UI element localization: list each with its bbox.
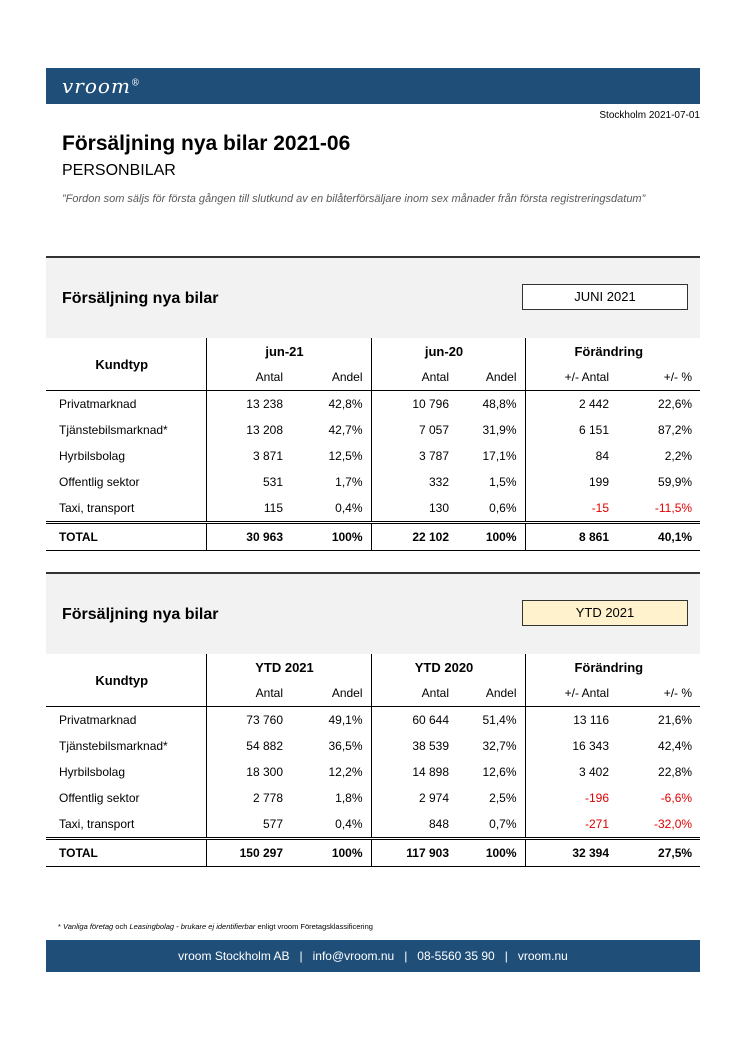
ytd-header-row	[46, 654, 700, 680]
cell: 100%	[291, 839, 371, 867]
row-label: Taxi, transport	[46, 495, 206, 523]
cell: 2,2%	[664, 449, 693, 463]
row-label: Tjänstebilsmarknad*	[46, 417, 206, 443]
cell: 40,1%	[617, 523, 700, 551]
cell-negative: -32,0%	[654, 817, 693, 831]
cell: 13 116	[525, 707, 617, 734]
col-kundtyp: Kundtyp	[46, 654, 206, 707]
total-label: TOTAL	[46, 839, 206, 867]
cell: 1,7%	[291, 469, 371, 495]
cell: 2 974	[418, 791, 450, 805]
ytd-period-box: YTD 2021	[522, 600, 688, 626]
cell: 18 300	[246, 765, 283, 779]
cell: 32,7%	[457, 733, 525, 759]
cell: 36,5%	[291, 733, 371, 759]
table-row	[46, 759, 700, 785]
ytd-section-title: Försäljning nya bilar	[62, 606, 219, 623]
cell: 14 898	[412, 765, 450, 779]
table-row	[46, 391, 700, 418]
cell: 49,1%	[291, 707, 371, 734]
cell: 22,8%	[658, 765, 693, 779]
cell: 2,5%	[457, 785, 525, 811]
cell: 12,2%	[291, 759, 371, 785]
sub-antal: Antal	[421, 686, 450, 700]
sub-change-antal: +/- Antal	[564, 686, 610, 700]
total-row	[46, 523, 700, 551]
cell-negative: -11,5%	[654, 501, 693, 515]
ytd-section	[46, 572, 700, 867]
cell: 332	[428, 475, 450, 489]
cell: 60 644	[371, 707, 457, 734]
cell: 73 760	[206, 707, 291, 734]
col-group-change: Förändring	[574, 659, 644, 675]
sub-andel: Andel	[457, 680, 525, 707]
row-label: Offentlig sektor	[46, 785, 206, 811]
sub-antal: Antal	[255, 686, 283, 700]
sub-andel: Andel	[291, 364, 371, 391]
row-label: Offentlig sektor	[46, 469, 206, 495]
ytd-section-header	[46, 572, 700, 654]
sub-change-pct: +/- %	[663, 686, 693, 700]
month-table	[46, 338, 700, 551]
table-row	[46, 733, 700, 759]
table-row	[46, 417, 700, 443]
table-row	[46, 469, 700, 495]
cell: 100%	[457, 839, 525, 867]
cell-negative: -6,6%	[660, 791, 693, 805]
cell: 42,8%	[291, 391, 371, 418]
cell: 30 963	[206, 523, 291, 551]
sub-andel: Andel	[457, 364, 525, 391]
cell: 32 394	[525, 839, 617, 867]
cell: 531	[262, 475, 283, 489]
table-row	[46, 495, 700, 523]
cell: 100%	[291, 523, 371, 551]
row-label: Taxi, transport	[46, 811, 206, 839]
cell: 2 442	[525, 391, 617, 418]
table-row	[46, 443, 700, 469]
cell: 13 238	[206, 391, 291, 418]
table-row	[46, 707, 700, 734]
cell: 38 539	[412, 739, 450, 753]
cell: 10 796	[371, 391, 457, 418]
col-group-previous: YTD 2020	[371, 654, 525, 680]
footer-bar	[46, 940, 700, 972]
col-group-change: Förändring	[574, 343, 644, 359]
cell: 27,5%	[617, 839, 700, 867]
cell: 42,7%	[291, 417, 371, 443]
cell: 59,9%	[658, 475, 693, 489]
cell: 115	[263, 501, 283, 515]
cell: 0,4%	[291, 811, 371, 839]
cell: 87,2%	[658, 423, 693, 437]
vroom-logo: vroom®	[62, 74, 141, 98]
cell: 22 102	[371, 523, 457, 551]
sub-change-pct: +/- %	[663, 370, 693, 384]
cell: 7 057	[418, 423, 450, 437]
cell: 42,4%	[658, 739, 693, 753]
cell: 130	[428, 501, 450, 515]
cell: 51,4%	[457, 707, 525, 734]
col-group-previous: jun-20	[371, 338, 525, 364]
sub-change-antal: +/- Antal	[564, 370, 610, 384]
footnote: * Vanliga företag och Leasingbolag - brukare ej identifierbar enligt vroom Företagsklassificering	[58, 922, 373, 931]
cell: 0,4%	[291, 495, 371, 523]
sub-antal: Antal	[255, 370, 283, 384]
col-group-current: YTD 2021	[206, 654, 371, 680]
month-period-box: JUNI 2021	[522, 284, 688, 310]
report-date: Stockholm 2021-07-01	[599, 110, 700, 121]
cell: 8 861	[525, 523, 617, 551]
cell: 100%	[457, 523, 525, 551]
cell-negative: -196	[585, 791, 610, 805]
cell: 848	[428, 817, 450, 831]
page-subtitle: PERSONBILAR	[62, 162, 176, 179]
cell: 13 208	[246, 423, 283, 437]
row-label: Tjänstebilsmarknad*	[46, 733, 206, 759]
cell: 1,8%	[291, 785, 371, 811]
row-label: Hyrbilsbolag	[46, 443, 206, 469]
total-row	[46, 839, 700, 867]
cell: 117 903	[371, 839, 457, 867]
sub-andel: Andel	[291, 680, 371, 707]
definition-quote: ”Fordon som säljs för första gången till slutkund av en bilåterförsäljare inom sex månader från första registreringsdatum”	[62, 193, 646, 205]
cell: 3 402	[579, 765, 610, 779]
sub-antal: Antal	[421, 370, 450, 384]
row-label: Privatmarknad	[46, 391, 206, 418]
col-kundtyp: Kundtyp	[46, 338, 206, 391]
month-header-row	[46, 338, 700, 364]
cell: 12,5%	[291, 443, 371, 469]
month-section-header	[46, 256, 700, 338]
cell: 3 871	[252, 449, 283, 463]
cell: 0,7%	[457, 811, 525, 839]
cell: 17,1%	[457, 443, 525, 469]
cell: 0,6%	[457, 495, 525, 523]
cell: 6 151	[579, 423, 610, 437]
cell: 3 787	[418, 449, 450, 463]
row-label: Hyrbilsbolag	[46, 759, 206, 785]
cell: 54 882	[246, 739, 283, 753]
cell-negative: -15	[591, 501, 610, 515]
row-label: Privatmarknad	[46, 707, 206, 734]
cell: 577	[262, 817, 283, 831]
cell: 199	[589, 475, 610, 489]
ytd-table	[46, 654, 700, 867]
table-row	[46, 811, 700, 839]
month-section	[46, 256, 700, 551]
cell-negative: -271	[585, 817, 610, 831]
cell: 1,5%	[457, 469, 525, 495]
cell: 16 343	[572, 739, 610, 753]
cell: 2 778	[252, 791, 283, 805]
table-row	[46, 785, 700, 811]
cell: 31,9%	[457, 417, 525, 443]
cell: 22,6%	[617, 391, 700, 418]
cell: 84	[595, 449, 610, 463]
col-group-current: jun-21	[206, 338, 371, 364]
cell: 48,8%	[457, 391, 525, 418]
header-bar	[46, 68, 700, 104]
footer-contact: vroom Stockholm AB | info@vroom.nu | 08-5560 35 90 | vroom.nu	[178, 949, 568, 963]
cell: 150 297	[206, 839, 291, 867]
cell: 12,6%	[457, 759, 525, 785]
month-section-title: Försäljning nya bilar	[62, 290, 219, 307]
total-label: TOTAL	[46, 523, 206, 551]
cell: 21,6%	[617, 707, 700, 734]
page-title: Försäljning nya bilar 2021-06	[62, 132, 351, 155]
